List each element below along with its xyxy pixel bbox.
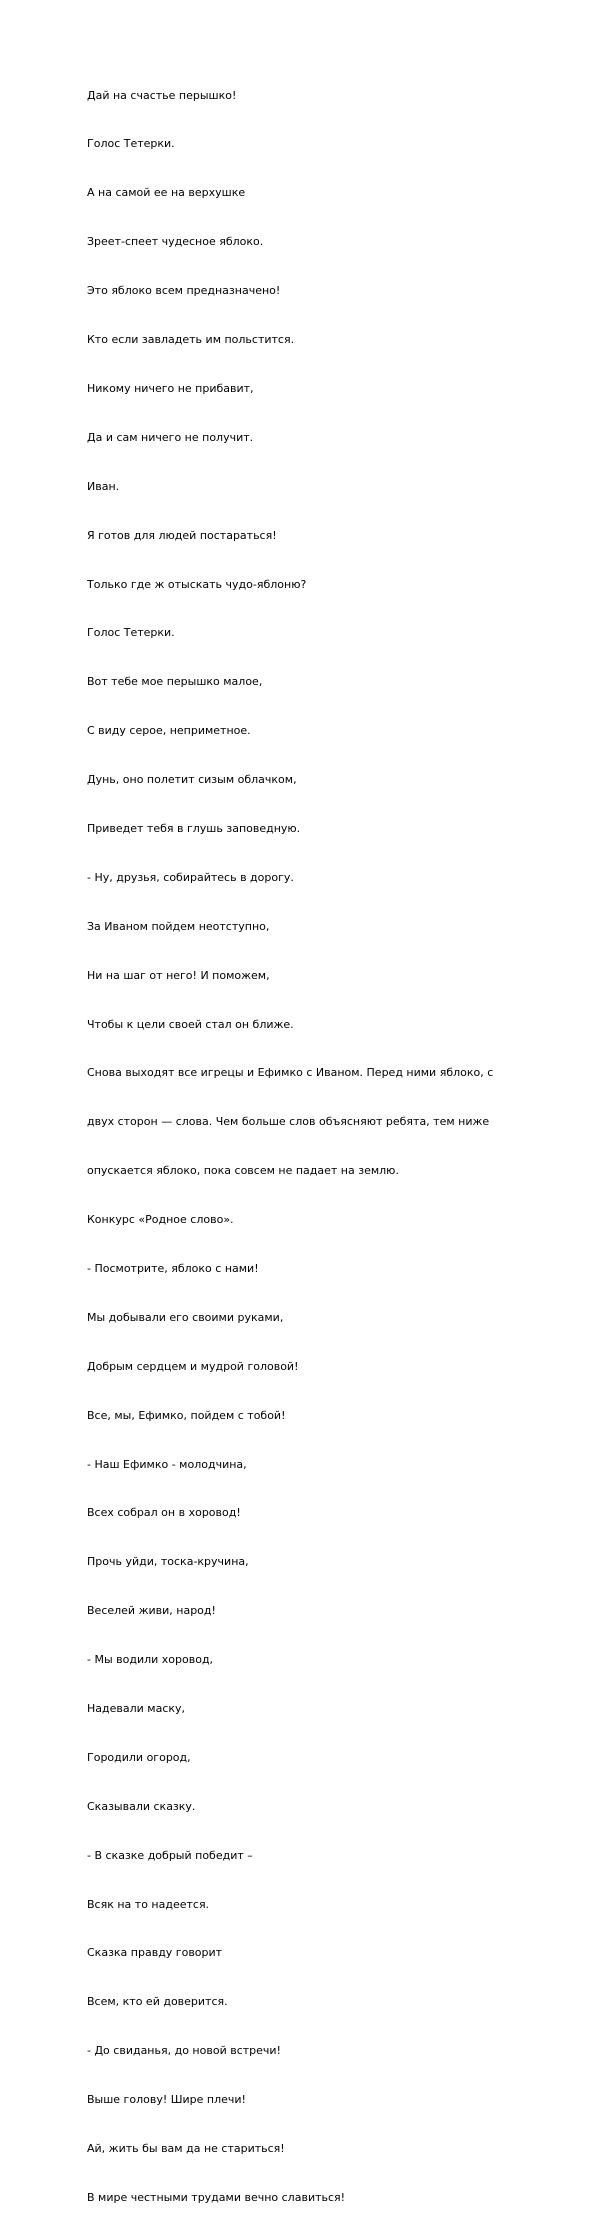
text-line: Снова выходят все игрецы и Ефимко с Иваном. Перед ними яблоко, с	[87, 1066, 494, 1080]
text-line: - До свиданья, до новой встречи!	[87, 2044, 281, 2058]
text-line: Это яблоко всем предназначено!	[87, 284, 281, 298]
text-line: Дай на счастье перышко!	[87, 88, 237, 102]
text-line: Всех собрал он в хоровод!	[87, 1506, 241, 1520]
text-line: - Посмотрите, яблоко с нами!	[87, 1261, 259, 1275]
text-line: Всем, кто ей доверится.	[87, 1995, 228, 2009]
text-line: Вот тебе мое перышко малое,	[87, 675, 263, 689]
text-line: Чтобы к цели своей стал он ближе.	[87, 1017, 294, 1031]
text-line: Конкурс «Родное слово».	[87, 1213, 234, 1227]
text-line: За Иваном пойдем неотступно,	[87, 919, 270, 933]
text-line: Прочь уйди, тоска-кручина,	[87, 1555, 249, 1569]
text-line: Выше голову! Шире плечи!	[87, 2093, 246, 2107]
text-line: Голос Тетерки.	[87, 137, 175, 151]
text-line: Да и сам ничего не получит.	[87, 430, 254, 444]
text-line: - Мы водили хоровод,	[87, 1653, 214, 1667]
text-line: Веселей живи, народ!	[87, 1604, 216, 1618]
text-line: Голос Тетерки.	[87, 626, 175, 640]
text-line: С виду серое, неприметное.	[87, 724, 251, 738]
text-line: Городили огород,	[87, 1750, 191, 1764]
document-text	[87, 55, 527, 2239]
text-line: А на самой ее на верхушке	[87, 186, 246, 200]
text-line: - В сказке добрый победит –	[87, 1848, 253, 1862]
text-line: двух сторон — слова. Чем больше слов объясняют ребята, тем ниже	[87, 1115, 490, 1129]
text-line: Ай, жить бы вам да не стариться!	[87, 2142, 285, 2155]
text-line: Иван.	[87, 479, 120, 493]
text-line: Кто если завладеть им польстится.	[87, 333, 295, 347]
text-line: опускается яблоко, пока совсем не падает на землю.	[87, 1164, 399, 1178]
text-line: Зреет-спеет чудесное яблоко.	[87, 235, 264, 249]
text-line: Дунь, оно полетит сизым облачком,	[87, 773, 297, 787]
text-line: Мы добывали его своими руками,	[87, 1310, 284, 1324]
text-line: Всяк на то надеется.	[87, 1897, 210, 1911]
text-line: - Наш Ефимко - молодчина,	[87, 1457, 247, 1471]
text-line: Сказывали сказку.	[87, 1799, 196, 1813]
text-line: Все, мы, Ефимко, пойдем с тобой!	[87, 1408, 286, 1422]
text-line: Я готов для людей постараться!	[87, 528, 277, 542]
text-line: - Ну, друзья, собирайтесь в дорогу.	[87, 870, 294, 884]
text-line: Приведет тебя в глушь заповедную.	[87, 821, 301, 835]
text-line: Надевали маску,	[87, 1701, 186, 1715]
text-line: Никому ничего не прибавит,	[87, 381, 254, 395]
text-line: Сказка правду говорит	[87, 1946, 223, 1960]
text-line: Только где ж отыскать чудо-яблоню?	[87, 577, 307, 591]
text-line: Ни на шаг от него! И поможем,	[87, 968, 270, 982]
text-line: В мире честными трудами вечно славиться!	[87, 2190, 346, 2204]
text-line: Добрым сердцем и мудрой головой!	[87, 1359, 299, 1373]
